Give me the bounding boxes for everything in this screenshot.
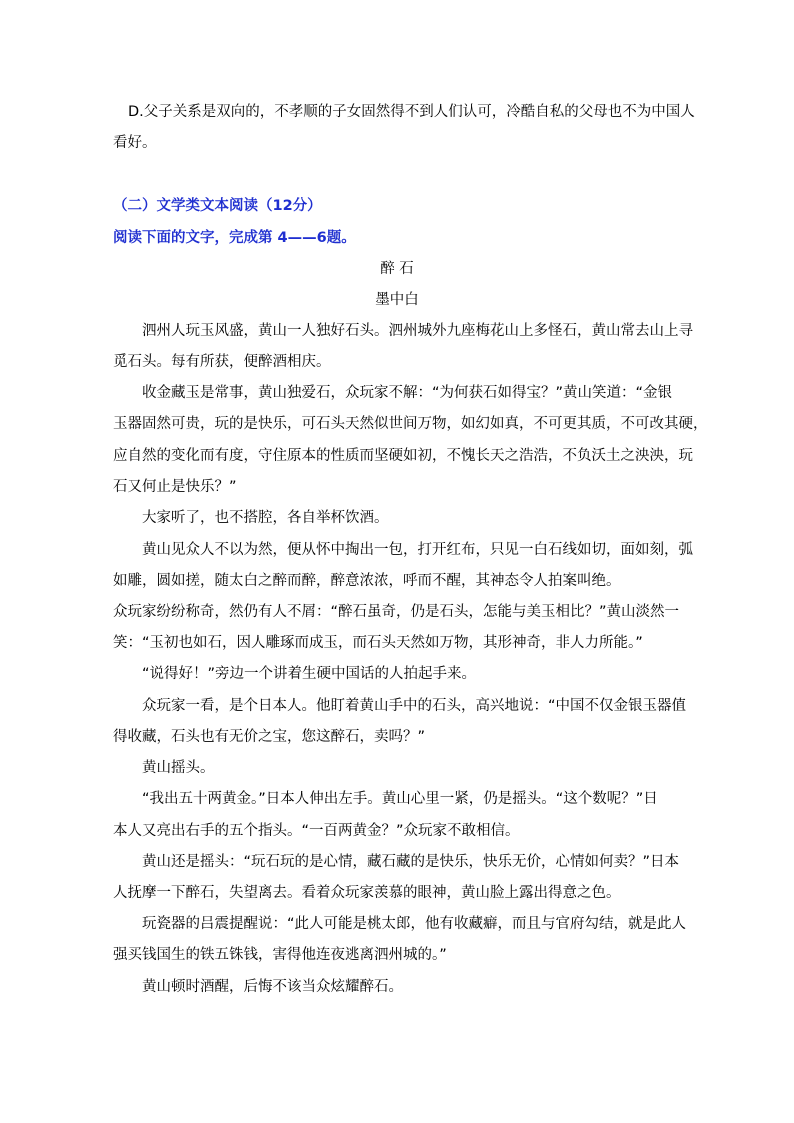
story-author: 墨中白: [375, 292, 419, 308]
option-d-line-2: 看好。: [113, 135, 157, 151]
story-line: 大家听了，也不搭腔，各自举杯饮酒。: [142, 510, 389, 526]
story-line: 得收藏，石头也有无价之宝，您这醉石，卖吗？”: [113, 729, 426, 745]
story-line: 黄山见众人不以为然，便从怀中掏出一包，打开红布，只见一白石线如切，面如刻，弧: [142, 542, 693, 558]
story-line: 觅石头。每有所获，便醉酒相庆。: [113, 354, 331, 370]
story-line: 众玩家一看，是个日本人。他盯着黄山手中的石头，高兴地说：“中国不仅金银玉器值: [142, 698, 687, 714]
story-line: 人抚摩一下醉石，失望离去。看着众玩家羡慕的眼神，黄山脸上露出得意之色。: [113, 885, 621, 901]
story-line: “说得好！”旁边一个讲着生硬中国话的人拍起手来。: [142, 666, 477, 682]
story-line: 本人又亮出右手的五个指头。“一百两黄金？”众玩家不敢相信。: [113, 823, 520, 839]
section-heading: （二）文学类文本阅读（12分）: [113, 198, 322, 214]
story-line: 如雕，圆如搓，随太白之醉而醉，醉意浓浓，呼而不醒，其神态令人拍案叫绝。: [113, 573, 621, 589]
story-line: 笑：“玉初也如石，因人雕琢而成玉，而石头天然如万物，其形神奇，非人力所能。”: [113, 635, 643, 651]
section-instruction: 阅读下面的文字，完成第 4——6题。: [113, 230, 356, 246]
story-line: 玉器固然可贵，玩的是快乐，可石头天然似世间万物，如幻如真，不可更其质，不可改其硬，: [113, 416, 708, 432]
story-line: 黄山摇头。: [142, 760, 215, 776]
story-line: 收金藏玉是常事，黄山独爱石，众玩家不解：“为何获石如得宝？”黄山笑道：“金银: [142, 385, 673, 401]
story-line: 众玩家纷纷称奇，然仍有人不屑：“醉石虽奇，仍是石头，怎能与美玉相比？”黄山淡然一: [113, 604, 680, 620]
story-line: 泗州人玩玉风盛，黄山一人独好石头。泗州城外九座梅花山上多怪石，黄山常去山上寻: [142, 323, 693, 339]
story-line: 黄山还是摇头：“玩石玩的是心情，藏石藏的是快乐，快乐无价，心情如何卖？”日本: [142, 854, 680, 870]
story-line: 玩瓷器的吕震提醒说：“此人可能是桃太郎，他有收藏癖，而且与官府勾结，就是此人: [142, 916, 687, 932]
story-line: 强买钱国生的铁五铢钱，害得他连夜逃离泗州城的。”: [113, 947, 447, 963]
story-line: “我出五十两黄金。”日本人伸出左手。黄山心里一紧，仍是摇头。“这个数呢？”日: [142, 791, 658, 807]
story-line: 石又何止是快乐？”: [113, 479, 237, 495]
story-line: 黄山顿时酒醒，后悔不该当众炫耀醉石。: [142, 979, 403, 995]
story-line: 应自然的变化而有度，守住原本的性质而坚硬如初，不愧长天之浩浩，不负沃土之泱泱，玩: [113, 448, 693, 464]
story-title: 醉 石: [380, 261, 414, 277]
option-d-line-1: D.父子关系是双向的，不孝顺的子女固然得不到人们认可，冷酷自私的父母也不为中国人: [128, 104, 695, 120]
